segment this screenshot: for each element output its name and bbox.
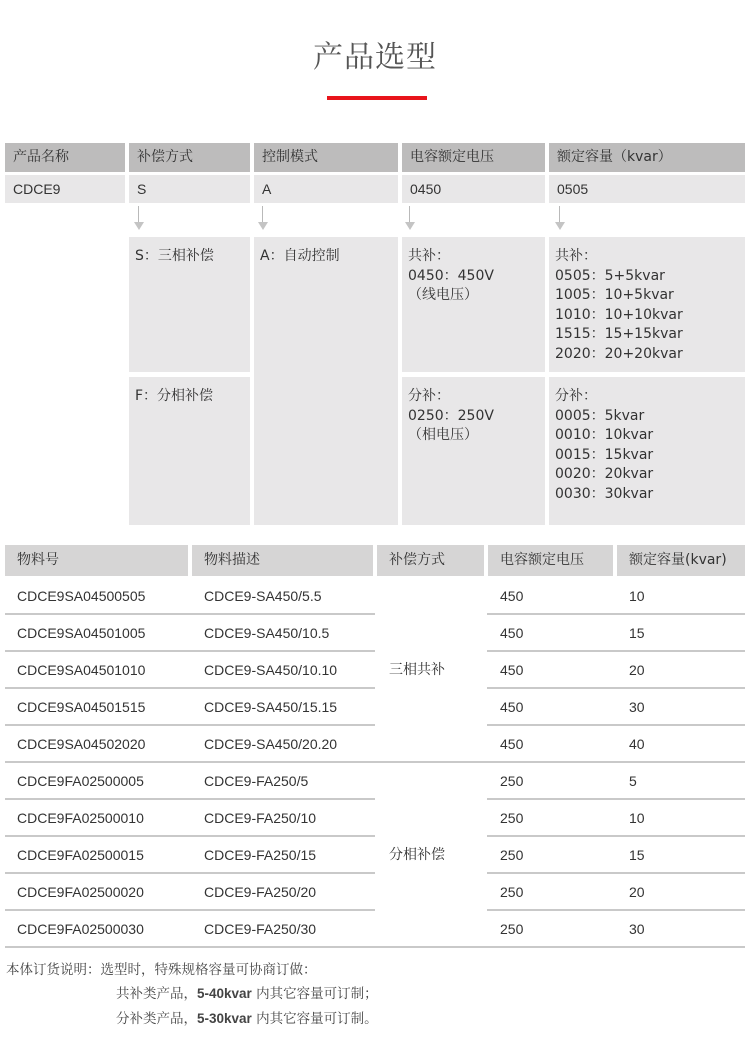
cell-material-code: CDCE9SA04502020 [17,736,146,752]
order-note [6,958,317,982]
cell-material-desc: CDCE9-SA450/10.10 [204,662,338,678]
cell-material-desc: CDCE9-FA250/10 [204,810,317,826]
cell-rated-voltage: 250 [500,810,524,826]
option-line: 0450：450V [408,267,494,284]
cell-material-desc: CDCE9-SA450/5.5 [204,588,322,604]
option-line: 1005：10+5kvar [555,287,674,304]
cell-material-code: CDCE9FA02500010 [17,810,144,826]
option-line: 共补： [555,248,597,264]
cell-rated-voltage: 450 [500,699,524,715]
header-rated-voltage: 电容额定电压 [402,143,545,172]
order-note-label: 本体订货说明： [6,962,101,978]
cell-material-code: CDCE9FA02500020 [17,884,144,900]
cell-material-code: CDCE9SA04500505 [17,588,146,604]
arrow-down-icon [554,206,566,232]
cell-material-code: CDCE9SA04501010 [17,662,146,678]
option-voltage-split [402,377,545,525]
note-text: 内其它容量可订制。 [251,1011,378,1027]
option-line: 1010：10+10kvar [555,306,683,323]
page-title: 产品选型 [313,40,437,75]
cell-rated-capacity: 15 [629,625,645,641]
option-line: 分补： [555,388,597,404]
cell-material-code: CDCE9FA02500015 [17,847,144,863]
cell-rated-capacity: 20 [629,884,645,900]
header-compensation: 补偿方式 [377,545,484,576]
cell-rated-capacity: 5 [629,773,637,789]
note-text: 内其它容量可订制； [251,986,378,1002]
value-rated-capacity: 0505 [549,175,745,203]
cell-rated-capacity: 10 [629,588,645,604]
cell-material-desc: CDCE9-SA450/20.20 [204,736,338,752]
option-label: F：分相补偿 [135,388,214,404]
cell-rated-capacity: 40 [629,736,645,752]
header-rated-voltage: 电容额定电压 [488,545,613,576]
order-note-line-2 [116,982,378,1006]
header-material-code: 物料号 [5,545,188,576]
cell-rated-voltage: 450 [500,736,524,752]
option-label: A：自动控制 [260,248,340,264]
row-divider [5,946,745,948]
option-split-phase [129,377,250,525]
option-line: 0005：5kvar [555,407,645,424]
cell-rated-capacity: 20 [629,662,645,678]
cell-rated-voltage: 450 [500,625,524,641]
option-line: 0030：30kvar [555,485,654,502]
cell-rated-capacity: 15 [629,847,645,863]
cell-material-code: CDCE9FA02500005 [17,773,144,789]
value-compensation: S [129,175,250,203]
header-material-desc: 物料描述 [192,545,373,576]
cell-material-desc: CDCE9-FA250/15 [204,847,317,863]
cell-rated-voltage: 250 [500,921,524,937]
option-label: S：三相补偿 [135,248,214,264]
cell-material-code: CDCE9SA04501515 [17,699,146,715]
cell-rated-voltage: 450 [500,662,524,678]
option-line: 分补： [408,388,450,404]
cell-rated-voltage: 250 [500,884,524,900]
option-line: 共补： [408,248,450,264]
cell-compensation-group: 分相补偿 [389,847,445,863]
order-note-line: 选型时，特殊规格容量可协商订做： [100,962,317,978]
note-range: 5-40kvar [197,986,252,1001]
value-rated-voltage: 0450 [402,175,545,203]
option-line: 1515：15+15kvar [555,326,683,343]
option-line: 0505：5+5kvar [555,267,665,284]
option-line: 0010：10kvar [555,427,654,444]
option-line: 0015：15kvar [555,446,654,463]
cell-rated-voltage: 250 [500,847,524,863]
arrow-down-icon [133,206,145,232]
cell-rated-capacity: 10 [629,810,645,826]
option-line: 0250：250V [408,407,494,424]
title-underline [327,96,427,100]
cell-material-desc: CDCE9-SA450/10.5 [204,625,330,641]
cell-compensation-group: 三相共补 [389,662,445,678]
header-compensation: 补偿方式 [129,143,250,172]
value-product-name: CDCE9 [5,175,125,203]
header-rated-capacity: 额定容量（kvar） [549,143,745,172]
option-capacity-common [549,237,745,372]
option-line: 2020：20+20kvar [555,345,683,362]
option-capacity-split [549,377,745,525]
cell-rated-voltage: 450 [500,588,524,604]
cell-rated-voltage: 250 [500,773,524,789]
header-product-name: 产品名称 [5,143,125,172]
option-auto-control [254,237,398,525]
order-note-line-3 [116,1007,378,1031]
cell-material-desc: CDCE9-FA250/5 [204,773,309,789]
cell-rated-capacity: 30 [629,921,645,937]
option-line: （相电压） [408,427,478,444]
cell-material-desc: CDCE9-FA250/30 [204,921,317,937]
cell-material-desc: CDCE9-FA250/20 [204,884,317,900]
value-control-mode: A [254,175,398,203]
cell-material-code: CDCE9FA02500030 [17,921,144,937]
arrow-down-icon [404,206,416,232]
header-control-mode: 控制模式 [254,143,398,172]
option-line: 0020：20kvar [555,466,654,483]
note-text: 分补类产品， [116,1011,197,1027]
cell-material-code: CDCE9SA04501005 [17,625,146,641]
cell-rated-capacity: 30 [629,699,645,715]
arrow-down-icon [257,206,269,232]
option-three-phase [129,237,250,372]
cell-material-desc: CDCE9-SA450/15.15 [204,699,338,715]
note-range: 5-30kvar [197,1011,252,1026]
header-rated-capacity: 额定容量(kvar) [617,545,745,576]
option-line: （线电压） [408,287,478,304]
note-text: 共补类产品， [116,986,197,1002]
option-voltage-common [402,237,545,372]
